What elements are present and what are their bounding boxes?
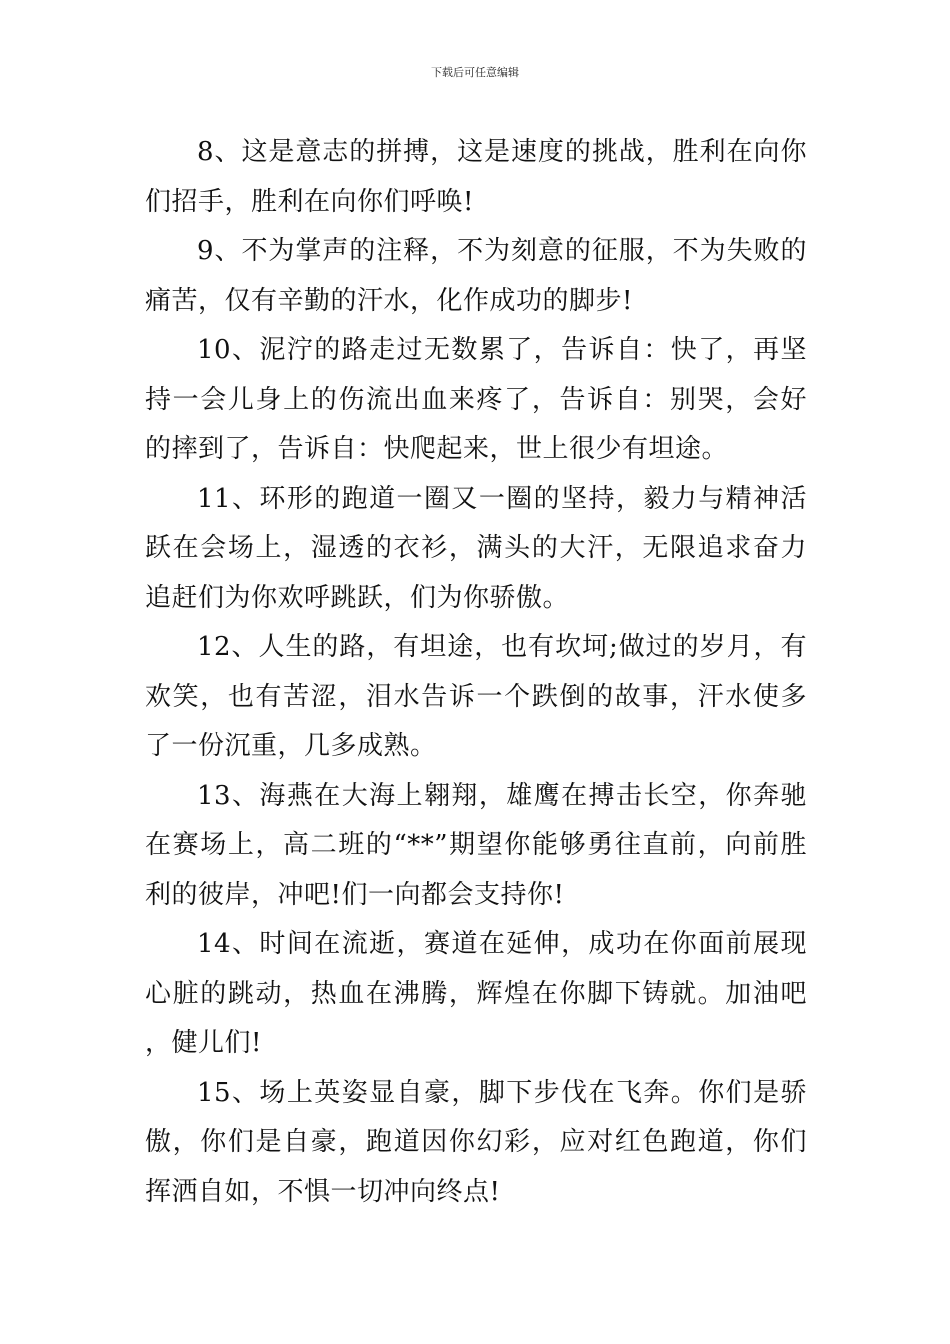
paragraph-13: 13、海燕在大海上翱翔，雄鹰在搏击长空，你奔驰在赛场上，高二班的“**”期望你能够勇往直前，向前胜利的彼岸，冲吧!们一向都会支持你! — [145, 780, 807, 910]
paragraph-9: 9、不为掌声的注释，不为刻意的征服，不为失败的痛苦，仅有辛勤的汗水，化作成功的脚步! — [145, 236, 807, 316]
paragraph-11: 11、环形的跑道一圈又一圈的坚持，毅力与精神活跃在会场上，湿透的衣衫，满头的大汗，无限追求奋力追赶们为你欢呼跳跃，们为你骄傲。 — [145, 483, 807, 613]
document-body — [145, 128, 807, 1217]
paragraph-8: 8、这是意志的拼搏，这是速度的挑战，胜利在向你们招手，胜利在向你们呼唤! — [145, 137, 807, 217]
paragraph-10: 10、泥泞的路走过无数累了，告诉自：快了，再坚持一会儿身上的伤流出血来疼了，告诉自：别哭，会好的摔到了，告诉自：快爬起来，世上很少有坦途。 — [145, 335, 807, 464]
paragraph-15: 15、场上英姿显自豪，脚下步伐在飞奔。你们是骄傲，你们是自豪，跑道因你幻彩，应对红色跑道，你们挥洒自如，不惧一切冲向终点! — [145, 1077, 807, 1207]
paragraph-12: 12、人生的路，有坦途，也有坎坷;做过的岁月，有欢笑，也有苦涩，泪水告诉一个跌倒的故事，汗水使多了一份沉重，几多成熟。 — [145, 632, 807, 761]
page-header: 下载后可任意编辑 — [431, 66, 519, 79]
paragraph-14: 14、时间在流逝，赛道在延伸，成功在你面前展现心脏的跳动，热血在沸腾，辉煌在你脚下铸就。加油吧，健儿们! — [145, 929, 807, 1058]
